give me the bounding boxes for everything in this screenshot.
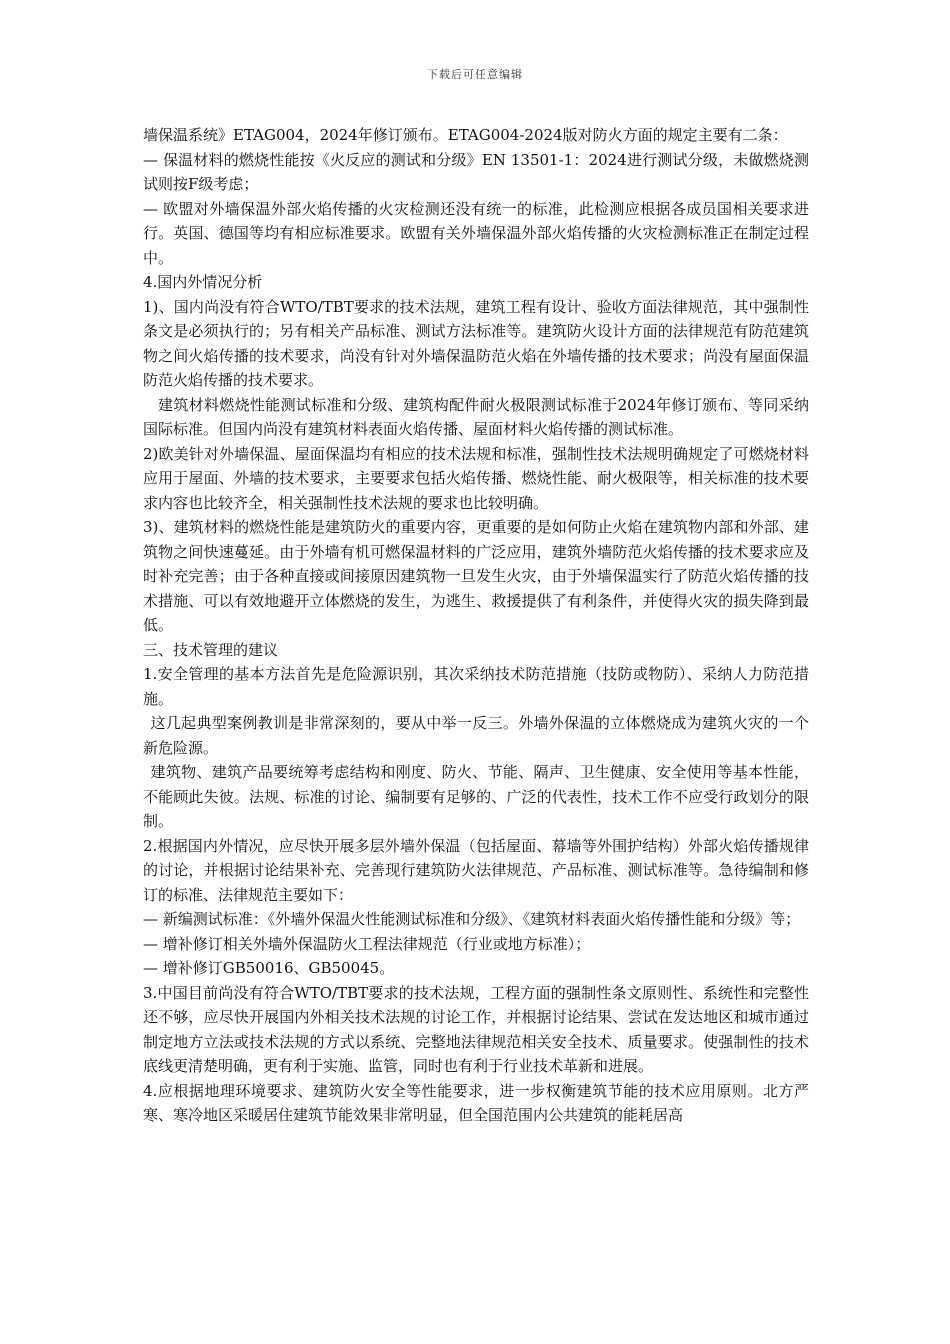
paragraph: 1.安全管理的基本方法首先是危险源识别，其次采纳技术防范措施（技防或物防）、采纳人力防范措施。 bbox=[143, 665, 809, 708]
paragraph: 2.根据国内外情况，应尽快开展多层外墙外保温（包括屋面、幕墙等外围护结构）外部火焰传播规律的讨论，并根据讨论结果补充、完善现行建筑防火法律规范、产品标准、测试标准等。急待编制和修订的标准、法律规范主要如下： bbox=[143, 836, 809, 904]
paragraph: 3.中国目前尚没有符合WTO/TBT要求的技术法规，工程方面的强制性条文原则性、系统性和完整性还不够，应尽快开展国内外相关技术法规的讨论工作，并根据讨论结果、尝试在发达地区和城市通过制定地方立法或技术法规的方式以系统、完整地法律规范相关安全技术、质量要求。使强制性的技术底线更清楚明确，更有利于实施、监管，同时也有利于行业技术革新和进展。 bbox=[143, 983, 809, 1075]
list-item: — 增补修订GB50016、GB50045。 bbox=[143, 959, 395, 977]
paragraph: 建筑物、建筑产品要统筹考虑结构和刚度、防火、节能、隔声、卫生健康、安全使用等基本性能，不能顾此失彼。法规、标准的讨论、编制要有足够的、广泛的代表性，技术工作不应受行政划分的限制。 bbox=[143, 763, 809, 830]
paragraph: 建筑材料燃烧性能测试标准和分级、建筑构配件耐火极限测试标准于2024年修订颁布、等同采纳国际标准。但国内尚没有建筑材料表面火焰传播、屋面材料火焰传播的测试标准。 bbox=[143, 395, 809, 438]
section-heading: 三、技术管理的建议 bbox=[143, 640, 279, 659]
paragraph: 1)、国内尚没有符合WTO/TBT要求的技术法规，建筑工程有设计、验收方面法律规范，其中强制性条文是必须执行的；另有相关产品标准、测试方法标准等。建筑防火设计方面的法律规范有防范建筑物之间火焰传播的技术要求，尚没有针对外墙保温防范火焰在外墙传播的技术要求；尚没有屋面保温防范火焰传播的技术要求。 bbox=[143, 297, 809, 389]
paragraph: 这几起典型案例教训是非常深刻的，要从中举一反三。外墙外保温的立体燃烧成为建筑火灾的一个新危险源。 bbox=[143, 714, 809, 757]
paragraph: 4.应根据地理环境要求、建筑防火安全等性能要求，进一步权衡建筑节能的技术应用原则。北方严寒、寒冷地区采暖居住建筑节能效果非常明显，但全国范围内公共建筑的能耗居高 bbox=[143, 1081, 809, 1124]
paragraph: 2)欧美针对外墙保温、屋面保温均有相应的技术法规和标准，强制性技术法规明确规定了可燃烧材料应用于屋面、外墙的技术要求，主要要求包括火焰传播、燃烧性能、耐火极限等，相关标准的技术要求内容也比较齐全，相关强制性技术法规的要求也比较明确。 bbox=[143, 444, 809, 512]
section-heading: 4.国内外情况分析 bbox=[143, 273, 263, 291]
page-header: 下载后可任意编辑 bbox=[427, 68, 523, 81]
list-item: — 新编测试标准：《外墙外保温火性能测试标准和分级》、《建筑材料表面火焰传播性能和分级》等； bbox=[143, 910, 801, 928]
paragraph: 3)、建筑材料的燃烧性能是建筑防火的重要内容，更重要的是如何防止火焰在建筑物内部和外部、建筑物之间快速蔓延。由于外墙有机可燃保温材料的广泛应用，建筑外墙防范火焰传播的技术要求应及时补充完善；由于各种直接或间接原因建筑物一旦发生火灾，由于外墙保温实行了防范火焰传播的技术措施、可以有效地避开立体燃烧的发生，为逃生、救援提供了有利条件，并使得火灾的损失降到最低。 bbox=[143, 518, 809, 634]
list-item: — 增补修订相关外墙外保温防火工程法律规范（行业或地方标准）； bbox=[143, 934, 591, 953]
paragraph: — 欧盟对外墙保温外部火焰传播的火灾检测还没有统一的标准，此检测应根据各成员国相关要求进行。英国、德国等均有相应标准要求。欧盟有关外墙保温外部火焰传播的火灾检测标准正在制定过程中。 bbox=[143, 199, 809, 267]
paragraph: 墙保温系统》ETAG004，2024年修订颁布。ETAG004-2024版对防火方面的规定主要有二条： bbox=[143, 126, 788, 144]
document-body bbox=[143, 123, 809, 1128]
paragraph: — 保温材料的燃烧性能按《火反应的测试和分级》EN 13501-1：2024进行测试分级，未做燃烧测试则按F级考虑； bbox=[143, 150, 809, 193]
